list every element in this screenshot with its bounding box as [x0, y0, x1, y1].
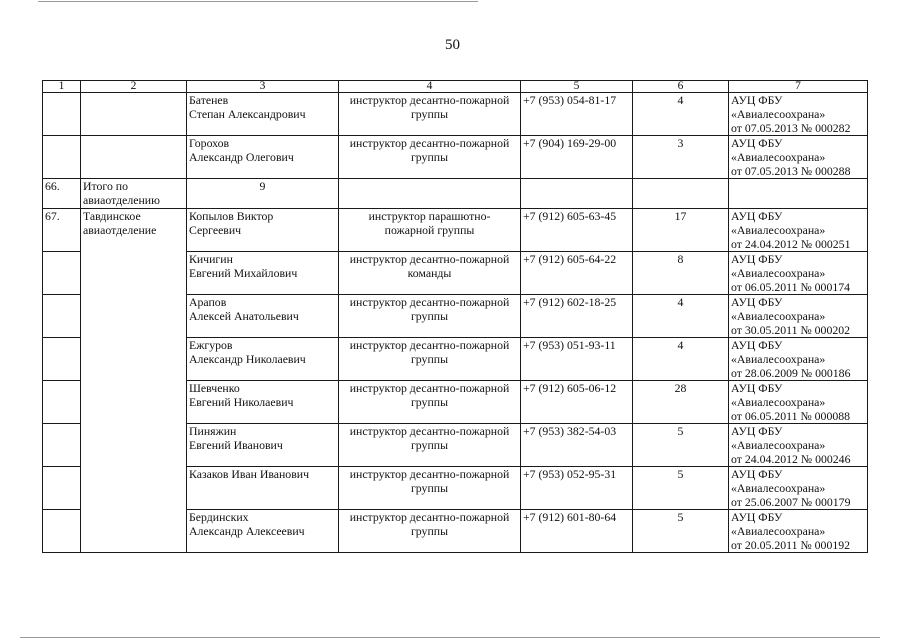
experience-years: 8 — [633, 252, 729, 295]
unit-name — [81, 93, 187, 136]
empty-cell — [521, 179, 633, 209]
position: инструктор десантно-пожарной группы — [339, 510, 521, 553]
page-number: 50 — [445, 37, 460, 53]
column-number: 2 — [81, 81, 187, 93]
experience-years: 17 — [633, 209, 729, 252]
empty-cell — [633, 179, 729, 209]
row-number — [43, 381, 81, 424]
employee-name: Пиняжин Евгений Иванович — [187, 424, 339, 467]
row-number — [43, 510, 81, 553]
column-number: 3 — [187, 81, 339, 93]
table-row — [43, 93, 868, 136]
position: инструктор парашютно- пожарной группы — [339, 209, 521, 252]
phone-number: +7 (912) 605-06-12 — [521, 381, 633, 424]
phone-number: +7 (953) 051-93-11 — [521, 338, 633, 381]
employee-name: Копылов Виктор Сергеевич — [187, 209, 339, 252]
position: инструктор десантно-пожарной группы — [339, 381, 521, 424]
empty-cell — [339, 179, 521, 209]
total-label: Итого по авиаотделению — [81, 179, 187, 209]
certificate: АУЦ ФБУ «Авиалесоохрана» от 06.05.2011 № 000088 — [729, 381, 868, 424]
position: инструктор десантно-пожарной группы — [339, 338, 521, 381]
row-number — [43, 338, 81, 381]
row-number — [43, 93, 81, 136]
column-number-row — [43, 81, 868, 93]
unit-name: Тавдинское авиаотделение — [81, 209, 187, 553]
experience-years: 5 — [633, 424, 729, 467]
position: инструктор десантно-пожарной группы — [339, 424, 521, 467]
employee-name: Ежгуров Александр Николаевич — [187, 338, 339, 381]
employee-name: Казаков Иван Иванович — [187, 467, 339, 510]
experience-years: 5 — [633, 467, 729, 510]
scan-artifact-bottom — [20, 637, 880, 638]
employee-name: Горохов Александр Олегович — [187, 136, 339, 179]
scan-artifact-top — [38, 1, 478, 2]
phone-number: +7 (912) 605-64-22 — [521, 252, 633, 295]
certificate: АУЦ ФБУ «Авиалесоохрана» от 28.06.2009 № 000186 — [729, 338, 868, 381]
position: инструктор десантно-пожарной группы — [339, 136, 521, 179]
staff-table — [42, 80, 868, 553]
row-number — [43, 136, 81, 179]
row-number — [43, 467, 81, 510]
row-number: 67. — [43, 209, 81, 252]
employee-name: Кичигин Евгений Михайлович — [187, 252, 339, 295]
unit-name — [81, 136, 187, 179]
certificate: АУЦ ФБУ «Авиалесоохрана» от 25.06.2007 № 000179 — [729, 467, 868, 510]
phone-number: +7 (953) 382-54-03 — [521, 424, 633, 467]
position: инструктор десантно-пожарной группы — [339, 467, 521, 510]
certificate: АУЦ ФБУ «Авиалесоохрана» от 07.05.2013 № 000288 — [729, 136, 868, 179]
phone-number: +7 (912) 602-18-25 — [521, 295, 633, 338]
experience-years: 4 — [633, 338, 729, 381]
row-number — [43, 295, 81, 338]
experience-years: 4 — [633, 93, 729, 136]
column-number: 6 — [633, 81, 729, 93]
certificate: АУЦ ФБУ «Авиалесоохрана» от 24.04.2012 № 000251 — [729, 209, 868, 252]
experience-years: 5 — [633, 510, 729, 553]
experience-years: 4 — [633, 295, 729, 338]
certificate: АУЦ ФБУ «Авиалесоохрана» от 07.05.2013 № 000282 — [729, 93, 868, 136]
column-number: 4 — [339, 81, 521, 93]
row-number: 66. — [43, 179, 81, 209]
phone-number: +7 (912) 601-80-64 — [521, 510, 633, 553]
certificate: АУЦ ФБУ «Авиалесоохрана» от 24.04.2012 № 000246 — [729, 424, 868, 467]
employee-name: Шевченко Евгений Николаевич — [187, 381, 339, 424]
experience-years: 3 — [633, 136, 729, 179]
row-number — [43, 424, 81, 467]
certificate: АУЦ ФБУ «Авиалесоохрана» от 30.05.2011 № 000202 — [729, 295, 868, 338]
employee-name: Батенев Степан Александрович — [187, 93, 339, 136]
table-row — [43, 209, 868, 252]
certificate: АУЦ ФБУ «Авиалесоохрана» от 06.05.2011 № 000174 — [729, 252, 868, 295]
experience-years: 28 — [633, 381, 729, 424]
employee-name: Бердинских Александр Алексеевич — [187, 510, 339, 553]
certificate: АУЦ ФБУ «Авиалесоохрана» от 20.05.2011 № 000192 — [729, 510, 868, 553]
phone-number: +7 (912) 605-63-45 — [521, 209, 633, 252]
empty-cell — [729, 179, 868, 209]
table-row — [43, 136, 868, 179]
position: инструктор десантно-пожарной команды — [339, 252, 521, 295]
total-count: 9 — [187, 179, 339, 209]
phone-number: +7 (904) 169-29-00 — [521, 136, 633, 179]
column-number: 5 — [521, 81, 633, 93]
phone-number: +7 (953) 052-95-31 — [521, 467, 633, 510]
row-number — [43, 252, 81, 295]
position: инструктор десантно-пожарной группы — [339, 93, 521, 136]
column-number: 1 — [43, 81, 81, 93]
phone-number: +7 (953) 054-81-17 — [521, 93, 633, 136]
column-number: 7 — [729, 81, 868, 93]
position: инструктор десантно-пожарной группы — [339, 295, 521, 338]
total-row — [43, 179, 868, 209]
employee-name: Арапов Алексей Анатольевич — [187, 295, 339, 338]
